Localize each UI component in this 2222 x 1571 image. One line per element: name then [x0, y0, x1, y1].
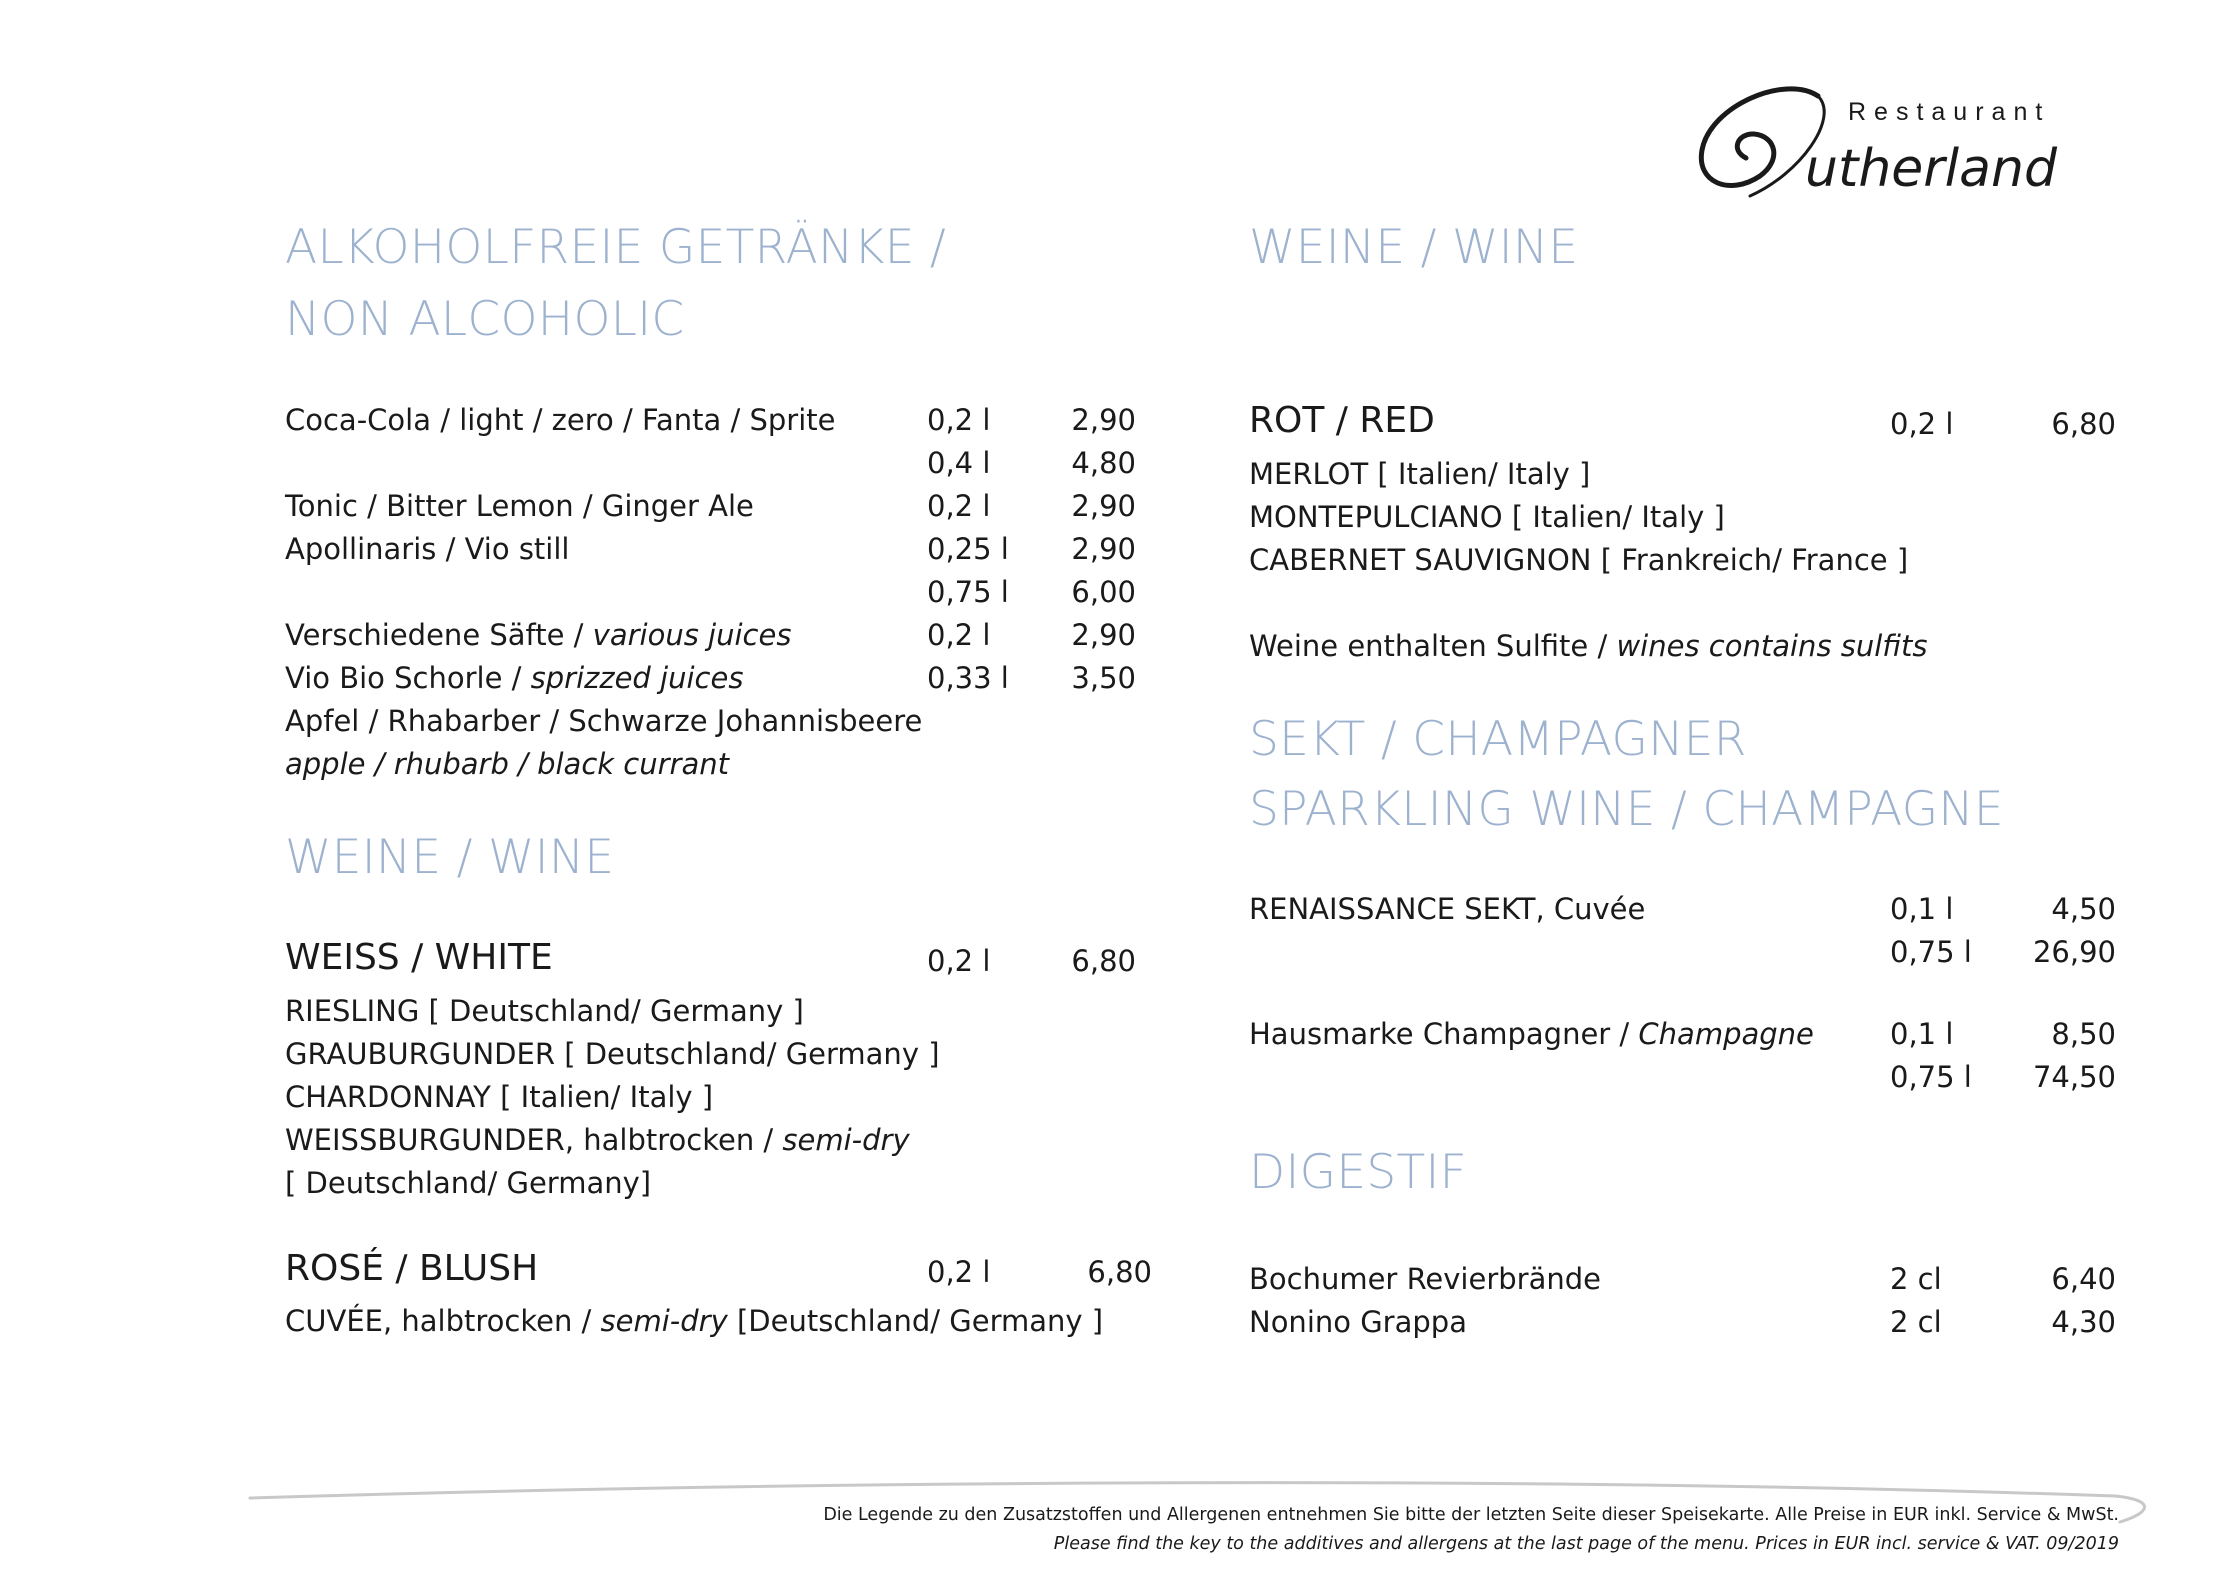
softdrink-price: 2,90 — [1071, 532, 1136, 566]
section-heading-wine-right: WEINE / WINE — [1249, 220, 1579, 275]
red-wine-price: 6,80 — [2051, 407, 2116, 441]
softdrink-qty: 0,25 l — [927, 532, 1009, 566]
softdrink-qty: 0,2 l — [927, 618, 991, 652]
softdrink-qty: 0,4 l — [927, 446, 991, 480]
schorle-flavors: Apfel / Rhabarber / Schwarze Johannisbeere — [285, 704, 923, 738]
softdrink-price: 4,80 — [1071, 446, 1136, 480]
white-wine-item: GRAUBURGUNDER [ Deutschland/ Germany ] — [285, 1037, 940, 1071]
champagne-qty: 0,75 l — [1890, 1060, 1972, 1094]
sekt-price: 4,50 — [2051, 892, 2116, 926]
champagne-qty: 0,1 l — [1890, 1017, 1954, 1051]
rose-wine-title: ROSÉ / BLUSH — [285, 1248, 539, 1289]
red-wine-item: MONTEPULCIANO [ Italien/ Italy ] — [1249, 500, 1725, 534]
sekt-name: RENAISSANCE SEKT, Cuvée — [1249, 892, 1646, 926]
section-heading-non-alcoholic-line1: ALKOHOLFREIE GETRÄNKE / — [285, 220, 947, 275]
softdrink-price: 2,90 — [1071, 403, 1136, 437]
white-wine-qty: 0,2 l — [927, 944, 991, 978]
softdrink-price: 2,90 — [1071, 489, 1136, 523]
logo-swash-s — [1701, 89, 1818, 186]
footer-legend-de: Die Legende zu den Zusatzstoffen und Allergenen entnehmen Sie bitte der letzten Seite dieser Speisekarte. Alle Preise in EUR inkl. Service & MwSt. — [823, 1505, 2119, 1525]
softdrink-name: Apollinaris / Vio still — [285, 532, 570, 566]
red-wine-item: MERLOT [ Italien/ Italy ] — [1249, 457, 1591, 491]
softdrink-name: Tonic / Bitter Lemon / Ginger Ale — [285, 489, 754, 523]
white-wine-item-weissburgunder: WEISSBURGUNDER, halbtrocken / semi-dry — [285, 1123, 910, 1157]
rose-wine-price: 6,80 — [1087, 1255, 1152, 1289]
softdrink-name: Vio Bio Schorle / sprizzed juices — [285, 661, 744, 695]
white-wine-item-weissburgunder-origin: [ Deutschland/ Germany] — [285, 1166, 652, 1200]
sekt-qty: 0,75 l — [1890, 935, 1972, 969]
white-wine-item: CHARDONNAY [ Italien/ Italy ] — [285, 1080, 714, 1114]
digestif-qty: 2 cl — [1890, 1305, 1942, 1339]
red-wine-title: ROT / RED — [1249, 400, 1435, 441]
softdrink-name: Coca-Cola / light / zero / Fanta / Sprite — [285, 403, 836, 437]
digestif-qty: 2 cl — [1890, 1262, 1942, 1296]
white-wine-item: RIESLING [ Deutschland/ Germany ] — [285, 994, 804, 1028]
softdrink-price: 3,50 — [1071, 661, 1136, 695]
softdrink-price: 6,00 — [1071, 575, 1136, 609]
rose-wine-item: CUVÉE, halbtrocken / semi-dry [Deutschland/ Germany ] — [285, 1304, 1104, 1338]
red-wine-qty: 0,2 l — [1890, 407, 1954, 441]
restaurant-logo — [1690, 78, 2110, 203]
logo-name-text: utherland — [1805, 139, 2057, 199]
logo-restaurant-text: Restaurant — [1848, 98, 2051, 126]
sulfite-note: Weine enthalten Sulfite / wines contains sulfits — [1249, 629, 1928, 663]
section-heading-non-alcoholic-line2: NON ALCOHOLIC — [285, 292, 685, 347]
softdrink-qty: 0,2 l — [927, 403, 991, 437]
section-heading-sparkling-line2: SPARKLING WINE / CHAMPAGNE — [1249, 782, 2004, 837]
champagne-name: Hausmarke Champagner / Champagne — [1249, 1017, 1814, 1051]
section-heading-wine-left: WEINE / WINE — [285, 830, 615, 885]
sekt-price: 26,90 — [2032, 935, 2116, 969]
white-wine-price: 6,80 — [1071, 944, 1136, 978]
sekt-qty: 0,1 l — [1890, 892, 1954, 926]
red-wine-item: CABERNET SAUVIGNON [ Frankreich/ France ] — [1249, 543, 1909, 577]
rose-wine-qty: 0,2 l — [927, 1255, 991, 1289]
footer-legend-en: Please find the key to the additives and allergens at the last page of the menu. Prices in EUR incl. service & VAT. 09/2019 — [1053, 1534, 2119, 1554]
white-wine-title: WEISS / WHITE — [285, 937, 553, 978]
champagne-price: 8,50 — [2051, 1017, 2116, 1051]
schorle-flavors-en: apple / rhubarb / black currant — [285, 747, 729, 781]
digestif-name: Bochumer Revierbrände — [1249, 1262, 1601, 1296]
digestif-price: 6,40 — [2051, 1262, 2116, 1296]
softdrink-name: Verschiedene Säfte / various juices — [285, 618, 792, 652]
section-heading-digestif: DIGESTIF — [1249, 1145, 1468, 1200]
softdrink-qty: 0,33 l — [927, 661, 1009, 695]
softdrink-qty: 0,2 l — [927, 489, 991, 523]
softdrink-qty: 0,75 l — [927, 575, 1009, 609]
champagne-price: 74,50 — [2032, 1060, 2116, 1094]
softdrink-price: 2,90 — [1071, 618, 1136, 652]
digestif-name: Nonino Grappa — [1249, 1305, 1467, 1339]
section-heading-sparkling-line1: SEKT / CHAMPAGNER — [1249, 712, 1747, 767]
digestif-price: 4,30 — [2051, 1305, 2116, 1339]
